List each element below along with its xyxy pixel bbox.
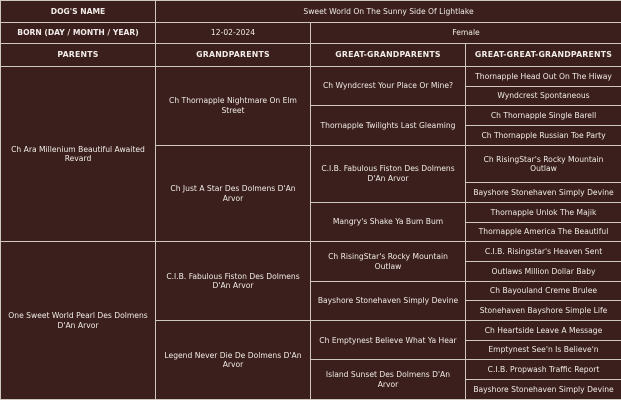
great-grandparent: C.I.B. Fabulous Fiston Des Dolmens D'An Arvor	[311, 145, 466, 202]
grandparents-header: GRANDPARENTS	[156, 44, 311, 67]
great-great-grandparent: Stonehaven Bayshore Simple Life	[466, 301, 621, 321]
great-grandparent: Ch Emptynest Believe What Ya Hear	[311, 321, 466, 360]
great-great-grandparent: Outlaws Million Dollar Baby	[466, 262, 621, 282]
great-great-grandparent: Bayshore Stonehaven Simply Devine	[466, 183, 621, 203]
great-great-grandparent: Ch RisingStar's Rocky Mountain Outlaw	[466, 145, 621, 183]
pedigree-row	[1, 242, 621, 262]
great-grandparent: Thornapple Twilights Last Gleaming	[311, 106, 466, 145]
great-great-grandparent: C.I.B. Risingstar's Heaven Sent	[466, 242, 621, 262]
grandparent: Ch Just A Star Des Dolmens D'An Arvor	[156, 145, 311, 242]
born-label: BORN (DAY / MONTH / YEAR)	[1, 23, 156, 44]
dog-name-row	[1, 1, 621, 23]
great-great-grandparent: Wyndcrest Spontaneous	[466, 86, 621, 106]
great-great-grandparent: Emptynest See'n Is Believe'n	[466, 340, 621, 360]
born-date: 12-02-2024	[156, 23, 311, 44]
great-great-grandparent: Thornapple Unlok The Majik	[466, 202, 621, 222]
great-grandparent: Mangry's Shake Ya Bum Bum	[311, 202, 466, 241]
great-great-grandparents-header: GREAT-GREAT-GRANDPARENTS	[466, 44, 621, 67]
grandparent: Legend Never Die De Dolmens D'An Arvor	[156, 321, 311, 400]
great-grandparent: Ch Wyndcrest Your Place Or Mine?	[311, 67, 466, 106]
born-row	[1, 23, 621, 44]
parent-sire: Ch Ara Millenium Beautiful Awaited Revard	[1, 67, 156, 242]
column-header-row	[1, 44, 621, 67]
great-great-grandparent: Ch Thornapple Russian Toe Party	[466, 126, 621, 146]
great-grandparent: Island Sunset Des Dolmens D'An Arvor	[311, 360, 466, 400]
great-great-grandparent: Thornapple America The Beautiful	[466, 222, 621, 242]
great-great-grandparent: Ch Thornapple Single Barell	[466, 106, 621, 126]
great-grandparents-header: GREAT-GRANDPARENTS	[311, 44, 466, 67]
parent-dam: One Sweet World Pearl Des Dolmens D'An Arvor	[1, 242, 156, 400]
great-great-grandparent: C.I.B. Propwash Traffic Report	[466, 360, 621, 380]
great-great-grandparent: Bayshore Stonehaven Simply Devine	[466, 380, 621, 400]
great-great-grandparent: Ch Heartside Leave A Message	[466, 321, 621, 341]
dog-name-value: Sweet World On The Sunny Side Of Lightlake	[156, 1, 621, 23]
pedigree-row	[1, 67, 621, 87]
great-grandparent: Bayshore Stonehaven Simply Devine	[311, 281, 466, 320]
great-grandparent: Ch RisingStar's Rocky Mountain Outlaw	[311, 242, 466, 281]
great-great-grandparent: Ch Bayouland Creme Brulee	[466, 281, 621, 301]
grandparent: C.I.B. Fabulous Fiston Des Dolmens D'An Arvor	[156, 242, 311, 321]
parents-header: PARENTS	[1, 44, 156, 67]
dog-name-label: DOG'S NAME	[1, 1, 156, 23]
sex-value: Female	[311, 23, 621, 44]
grandparent: Ch Thornapple Nightmare On Elm Street	[156, 67, 311, 146]
great-great-grandparent: Thornapple Head Out On The Hiway	[466, 67, 621, 87]
